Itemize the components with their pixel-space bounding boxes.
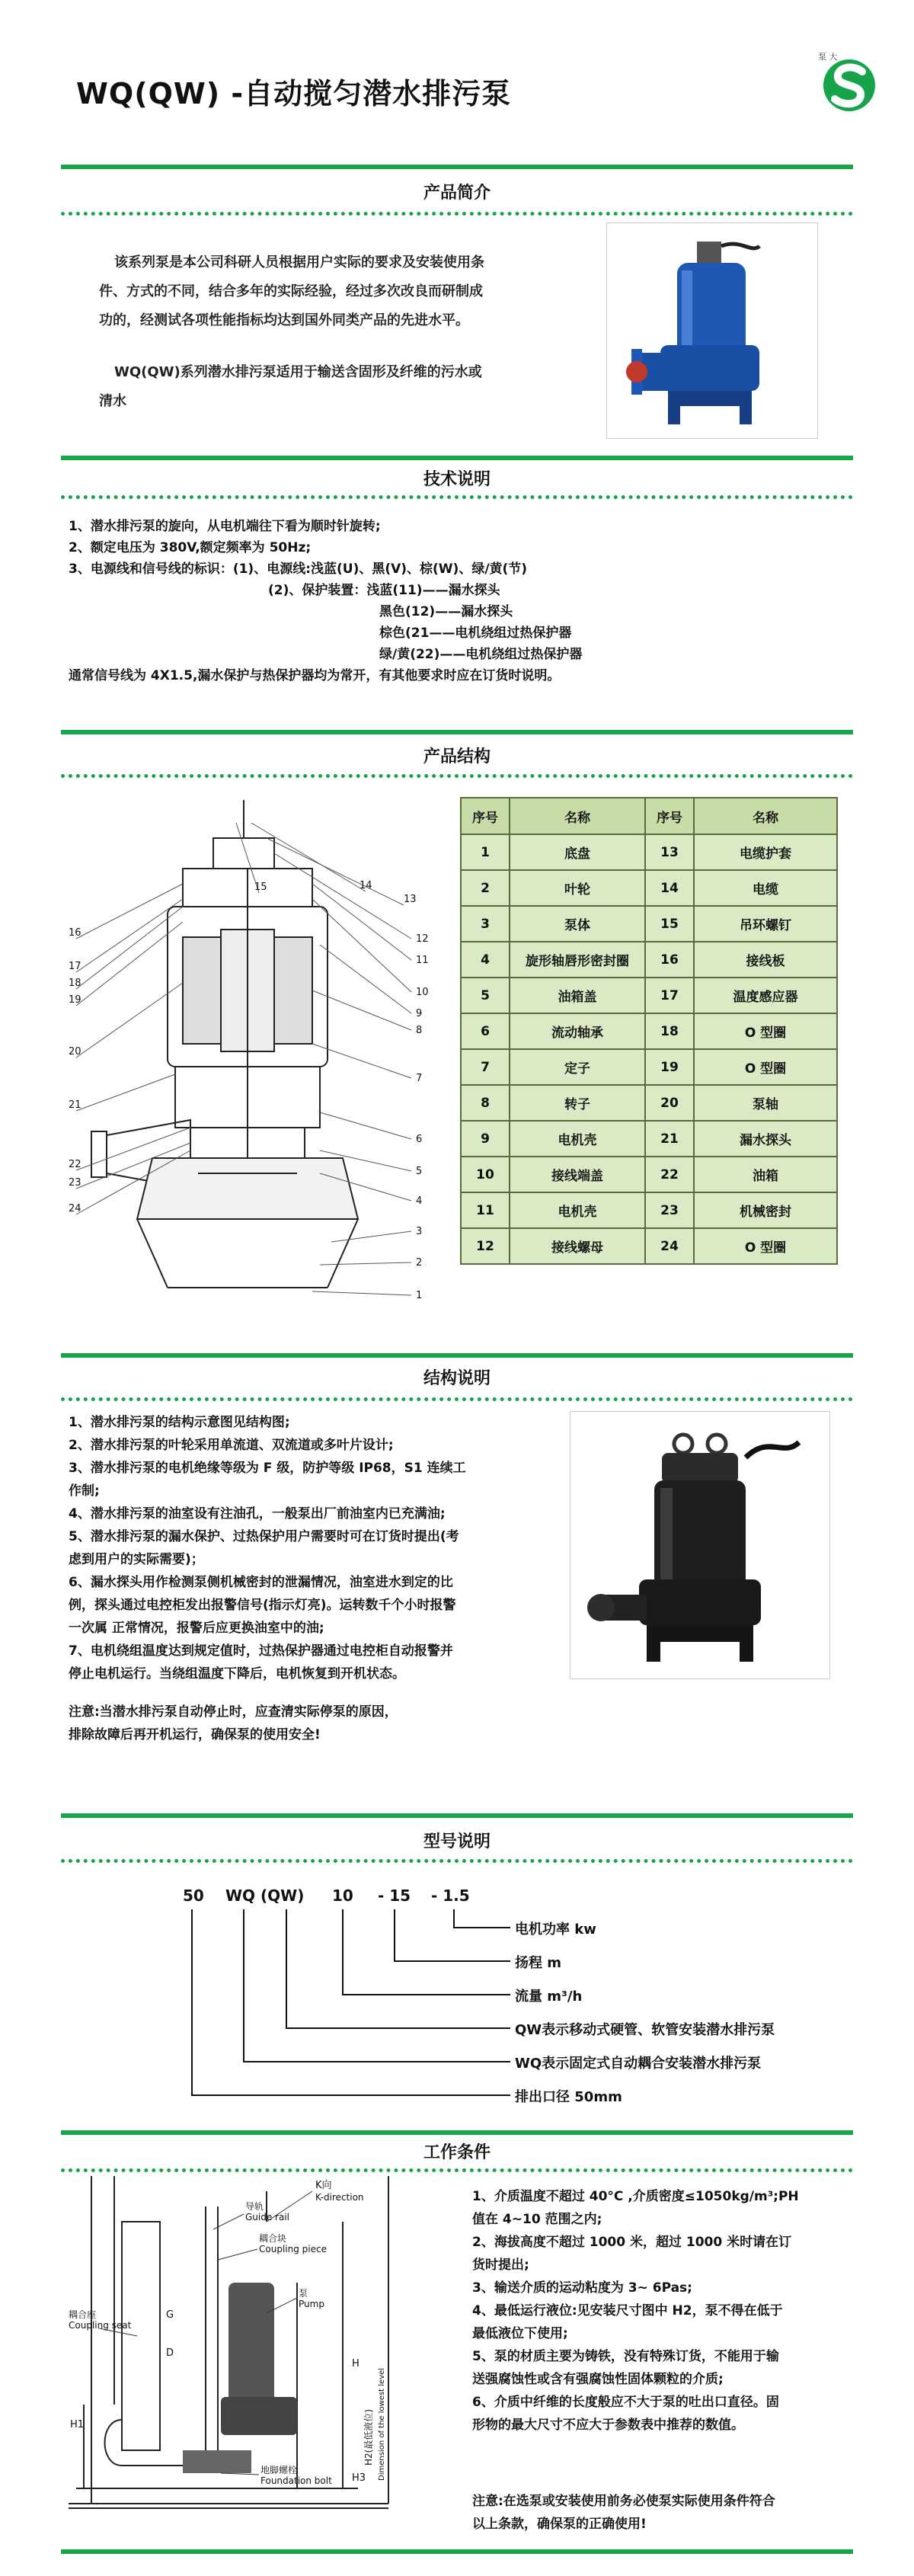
table-row — [461, 1085, 837, 1121]
diagram-label: Coupling seat — [69, 2320, 132, 2331]
structure-drawing — [69, 792, 449, 1326]
table-cell: 9 — [461, 1121, 510, 1157]
table-cell: 13 — [645, 834, 694, 870]
table-cell: 23 — [645, 1192, 694, 1228]
table-row — [461, 870, 837, 906]
model-label: 扬程 m — [515, 1955, 562, 1971]
parts-table — [460, 797, 838, 1265]
note-line: 注意:当潜水排污泵自动停止时，应查清实际停泵的原因， — [69, 1704, 398, 1720]
part-number: 13 — [404, 894, 417, 905]
diagram-label: D — [166, 2347, 174, 2359]
section-title-struct-desc: 结构说明 — [423, 1369, 491, 1388]
col-header: 序号 — [645, 798, 694, 834]
table-row — [461, 1192, 837, 1228]
diagram-label: Guide rail — [245, 2212, 290, 2222]
part-number: 10 — [416, 987, 429, 998]
table-row — [461, 978, 837, 1013]
intro-line: 功的，经测试各项性能指标均达到国外同类产品的先进水平。 — [99, 312, 469, 328]
table-cell: 11 — [461, 1192, 510, 1228]
note-line: 排除故障后再开机运行，确保泵的使用安全! — [69, 1727, 321, 1742]
dotted-divider — [61, 1859, 853, 1863]
part-number: 22 — [69, 1159, 81, 1170]
product-photo-blue-pump — [606, 222, 818, 439]
tech-line: 黑色(12)——漏水探头 — [379, 604, 513, 619]
table-cell: O 型圈 — [694, 1013, 837, 1049]
diagram-label: Coupling piece — [259, 2244, 327, 2254]
table-cell: O 型圈 — [694, 1228, 837, 1264]
intro-line: WQ(QW)系列潜水排污泵适用于输送含固形及纤维的污水或 — [114, 364, 482, 380]
section-title-work: 工作条件 — [423, 2143, 491, 2162]
tech-line: 1、潜水排污泵的旋向，从电机端往下看为顺时针旋转; — [69, 519, 381, 534]
work-note — [472, 2490, 853, 2536]
part-number: 17 — [69, 961, 81, 972]
table-cell: 电机壳 — [510, 1192, 645, 1228]
table-cell: 泵体 — [510, 906, 645, 942]
dotted-divider — [61, 774, 853, 778]
table-cell: 22 — [645, 1157, 694, 1192]
divider — [61, 1813, 853, 1818]
diagram-label: H3 — [352, 2472, 366, 2484]
model-code-part: WQ (QW) — [225, 1886, 305, 1905]
table-cell: 24 — [645, 1228, 694, 1264]
table-cell: 接线板 — [694, 942, 837, 978]
part-number: 2 — [416, 1257, 423, 1269]
diagram-label: Foundation bolt — [260, 2475, 332, 2486]
table-cell: 接线端盖 — [510, 1157, 645, 1192]
intro-line: 清水 — [99, 393, 126, 409]
table-cell: 接线螺母 — [510, 1228, 645, 1264]
part-number: 21 — [69, 1099, 81, 1111]
part-number: 7 — [416, 1073, 423, 1084]
table-cell: 电缆护套 — [694, 834, 837, 870]
struct-line: 虑到用户的实际需要)； — [69, 1552, 204, 1567]
table-cell: 19 — [645, 1049, 694, 1085]
struct-line: 1、潜水排污泵的结构示意图见结构图; — [69, 1415, 290, 1430]
diagram-label: H2(最低液位) — [363, 2408, 374, 2466]
table-row — [461, 906, 837, 942]
diagram-label: 耦合块 — [259, 2233, 287, 2244]
part-number: 16 — [69, 927, 81, 939]
section-title-intro: 产品简介 — [423, 184, 491, 203]
struct-line: 4、潜水排污泵的油室设有注油孔，一般泵出厂前油室内已充满油; — [69, 1506, 446, 1522]
table-row — [461, 1013, 837, 1049]
part-number: 6 — [416, 1134, 423, 1145]
divider — [61, 2130, 853, 2135]
diagram-label: 泵 — [299, 2288, 308, 2299]
model-code-part: 50 — [183, 1886, 204, 1905]
table-cell: 15 — [645, 906, 694, 942]
table-cell: 2 — [461, 870, 510, 906]
table-cell: 温度感应器 — [694, 978, 837, 1013]
divider — [61, 456, 853, 460]
work-line: 2、海拔高度不超过 1000 米，超过 1000 米时请在订 — [472, 2235, 792, 2250]
struct-line: 2、潜水排污泵的叶轮采用单流道、双流道或多叶片设计; — [69, 1438, 394, 1453]
diagram-label: 导轨 — [245, 2201, 264, 2212]
table-cell: O 型圈 — [694, 1049, 837, 1085]
part-number: 15 — [254, 882, 267, 893]
section-title-tech: 技术说明 — [423, 470, 491, 489]
model-label: 排出口径 50mm — [515, 2089, 622, 2105]
intro-paragraph — [99, 248, 602, 335]
col-header: 名称 — [510, 798, 645, 834]
divider — [61, 2549, 853, 2554]
table-cell: 6 — [461, 1013, 510, 1049]
struct-line: 作制; — [69, 1483, 100, 1499]
table-cell: 12 — [461, 1228, 510, 1264]
tech-line: (2)、保护装置：浅蓝(11)——漏水探头 — [268, 583, 500, 598]
note-line: 以上条款，确保泵的正确使用! — [472, 2517, 647, 2532]
work-line: 货时提出; — [472, 2258, 529, 2273]
product-photo-black-pump — [570, 1411, 830, 1679]
logo-text: 泵 大 — [818, 52, 838, 62]
table-cell: 底盘 — [510, 834, 645, 870]
dotted-divider — [61, 212, 853, 216]
model-code-part: - 1.5 — [431, 1886, 470, 1905]
diagram-label: Dimension of the lowest level — [378, 2367, 386, 2481]
struct-line: 3、潜水排污泵的电机绝缘等级为 F 级，防护等级 IP68，S1 连续工 — [69, 1461, 466, 1476]
col-header: 名称 — [694, 798, 837, 834]
divider — [61, 730, 853, 734]
part-number: 19 — [69, 994, 81, 1006]
note-line: 注意:在选泵或安装使用前务必使泵实际使用条件符合 — [472, 2494, 775, 2509]
intro-line: 件、方式的不同，结合多年的实际经验，经过多次改良而研制成 — [99, 283, 483, 299]
work-line: 5、泵的材质主要为铸铁，没有特殊订货，不能用于输 — [472, 2349, 779, 2364]
tech-line: 绿/黄(22)——电机绕组过热保护器 — [379, 647, 583, 662]
model-label: 电机功率 kw — [515, 1922, 596, 1938]
table-cell: 旋形轴唇形密封圈 — [510, 942, 645, 978]
part-number: 1 — [416, 1290, 423, 1301]
model-label: WQ表示固定式自动耦合安装潜水排污泵 — [515, 2056, 762, 2072]
table-cell: 14 — [645, 870, 694, 906]
table-cell: 8 — [461, 1085, 510, 1121]
table-row — [461, 1157, 837, 1192]
struct-line: 一次属 正常情况，报警后应更换油室中的油; — [69, 1621, 324, 1636]
diagram-label: K-direction — [315, 2192, 364, 2203]
diagram-label: G — [166, 2309, 174, 2321]
table-cell: 流动轴承 — [510, 1013, 645, 1049]
part-number: 12 — [416, 933, 429, 945]
diagram-label: 地脚螺栓 — [260, 2465, 298, 2475]
table-cell: 油箱 — [694, 1157, 837, 1192]
dotted-divider — [61, 1397, 853, 1401]
struct-line: 停止电机运行。当绕组温度下降后，电机恢复到开机状态。 — [69, 1666, 405, 1682]
struct-note — [69, 1701, 571, 1746]
table-cell: 电缆 — [694, 870, 837, 906]
part-number: 23 — [69, 1177, 81, 1189]
tech-line: 通常信号线为 4X1.5,漏水保护与热保护器均为常开，有其他要求时应在订货时说明。 — [69, 668, 561, 683]
table-cell: 漏水探头 — [694, 1121, 837, 1157]
intro-line: 该系列泵是本公司科研人员根据用户实际的要求及安装使用条 — [114, 254, 484, 270]
part-number: 4 — [416, 1195, 423, 1207]
section-title-structure: 产品结构 — [423, 747, 491, 766]
model-label: 流量 m³/h — [515, 1989, 583, 2005]
table-cell: 3 — [461, 906, 510, 942]
struct-line: 6、漏水探头用作检测泵侧机械密封的泄漏情况，油室进水到定的比 — [69, 1575, 453, 1590]
tech-line: 3、电源线和信号线的标识：(1)、电源线:浅蓝(U)、黑(V)、棕(W)、绿/黄(节) — [69, 562, 528, 577]
table-cell: 电机壳 — [510, 1121, 645, 1157]
page-title: WQ(QW) -自动搅匀潜水排污泵 — [76, 77, 512, 110]
table-cell: 7 — [461, 1049, 510, 1085]
table-cell: 吊环螺钉 — [694, 906, 837, 942]
tech-line: 棕色(21——电机绕组过热保护器 — [379, 626, 572, 641]
installation-diagram — [69, 2176, 465, 2526]
work-line: 4、最低运行液位:见安装尺寸图中 H2，泵不得在低于 — [472, 2303, 783, 2318]
divider — [61, 165, 853, 169]
col-header: 序号 — [461, 798, 510, 834]
table-cell: 1 — [461, 834, 510, 870]
table-cell: 油箱盖 — [510, 978, 645, 1013]
table-cell: 转子 — [510, 1085, 645, 1121]
table-cell: 叶轮 — [510, 870, 645, 906]
table-row — [461, 1121, 837, 1157]
table-cell: 泵轴 — [694, 1085, 837, 1121]
part-number: 5 — [416, 1166, 423, 1177]
table-cell: 21 — [645, 1121, 694, 1157]
table-cell: 4 — [461, 942, 510, 978]
table-row — [461, 1049, 837, 1085]
table-cell: 10 — [461, 1157, 510, 1192]
part-number: 9 — [416, 1008, 423, 1019]
table-cell: 5 — [461, 978, 510, 1013]
part-number: 8 — [416, 1025, 423, 1036]
struct-desc-list — [69, 1411, 571, 1685]
table-cell: 18 — [645, 1013, 694, 1049]
dotted-divider — [61, 2168, 853, 2172]
table-cell: 17 — [645, 978, 694, 1013]
diagram-label: H — [352, 2358, 360, 2370]
table-cell: 16 — [645, 942, 694, 978]
model-code-part: - 15 — [378, 1886, 411, 1905]
work-line: 6、介质中纤维的长度般应不大于泵的吐出口直径。固 — [472, 2395, 779, 2410]
work-line: 形物的最大尺寸不应大于参数表中推荐的数值。 — [472, 2418, 744, 2433]
diagram-label: 耦合座 — [69, 2309, 97, 2320]
table-row — [461, 1228, 837, 1264]
part-number: 3 — [416, 1226, 423, 1237]
tech-line: 2、额定电压为 380V,额定频率为 50Hz; — [69, 540, 312, 555]
table-row — [461, 834, 837, 870]
part-number: 20 — [69, 1046, 81, 1058]
model-label: QW表示移动式硬管、软管安装潜水排污泵 — [515, 2022, 775, 2038]
divider — [61, 1353, 853, 1358]
part-number: 18 — [69, 978, 81, 989]
struct-line: 5、潜水排污泵的漏水保护、过热保护用户需要时可在订货时提出(考 — [69, 1529, 459, 1544]
struct-line: 例，探头通过电控柜发出报警信号(指示灯亮)。运转数千个小时报警 — [69, 1598, 456, 1613]
company-logo — [807, 46, 891, 122]
intro-paragraph-2 — [99, 358, 602, 416]
part-number: 11 — [416, 955, 429, 966]
table-cell: 机械密封 — [694, 1192, 837, 1228]
work-line: 1、介质温度不超过 40°C ,介质密度≤1050kg/m³;PH — [472, 2189, 799, 2204]
work-line: 值在 4~10 范围之内; — [472, 2212, 602, 2227]
work-line: 送强腐蚀性或含有强腐蚀性固体颗粒的介质; — [472, 2372, 724, 2387]
work-line: 3、输送介质的运动粘度为 3~ 6Pas; — [472, 2280, 692, 2296]
model-code-part: 10 — [332, 1886, 353, 1905]
part-number: 24 — [69, 1203, 81, 1214]
work-line: 最低液位下使用; — [472, 2326, 568, 2341]
struct-line: 7、电机绕组温度达到规定值时，过热保护器通过电控柜自动报警并 — [69, 1643, 453, 1659]
work-conditions-list — [472, 2185, 853, 2437]
table-row — [461, 942, 837, 978]
dotted-divider — [61, 495, 853, 499]
table-cell: 20 — [645, 1085, 694, 1121]
table-cell: 定子 — [510, 1049, 645, 1085]
table-header-row — [461, 798, 837, 834]
diagram-label: H1 — [70, 2419, 85, 2430]
part-number: 14 — [360, 880, 372, 891]
section-title-model: 型号说明 — [423, 1832, 491, 1851]
diagram-label: K向 — [315, 2180, 332, 2191]
diagram-label: Pump — [299, 2299, 324, 2309]
